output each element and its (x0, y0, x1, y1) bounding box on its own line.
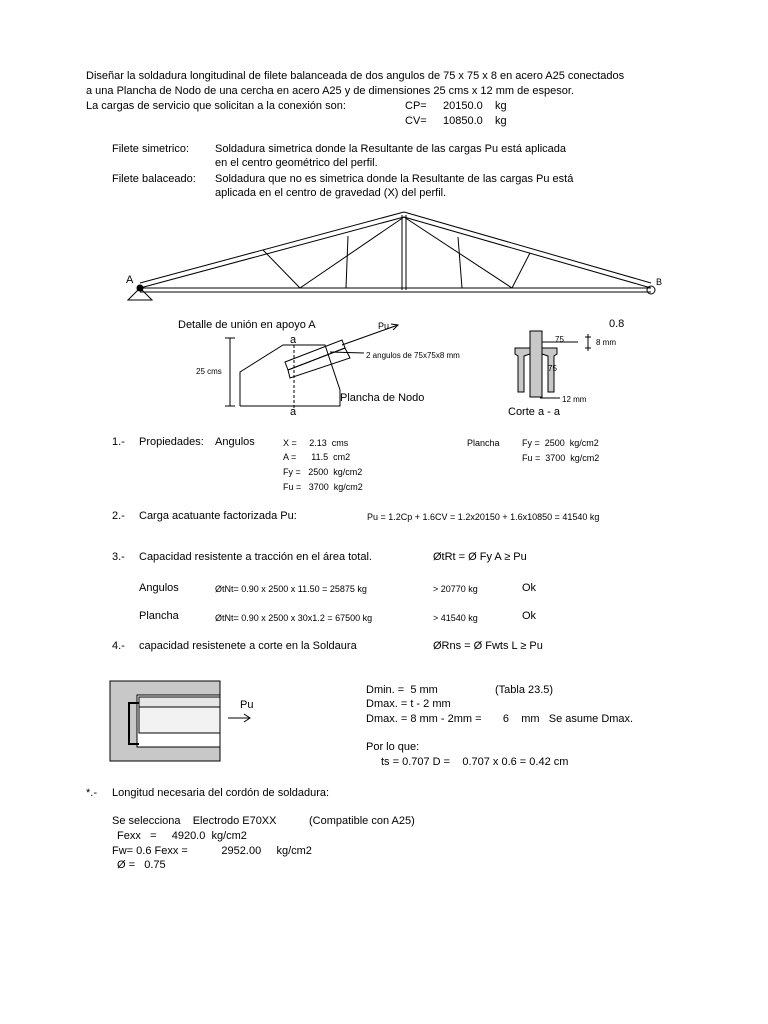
step5-num: *.- (86, 787, 97, 799)
intro-line-3: La cargas de servicio que solicitan a la conexión son: (86, 100, 346, 112)
step1-x: X = 2.13 cms (283, 438, 349, 448)
weld-sketch (110, 681, 250, 761)
detail-dim-75-side: 75 (548, 364, 557, 373)
detail-angles-label: 2 angulos de 75x75x8 mm (366, 351, 460, 360)
def-sim-label: Filete simetrico: (112, 143, 190, 155)
step3-ang-calc: ØtNt= 0.90 x 2500 x 11.50 = 25875 kg (215, 584, 367, 594)
step3-label: Capacidad resistente a tracción en el área total. (139, 551, 372, 563)
cv-label: CV= (405, 115, 427, 127)
def-bal-label: Filete balaceado: (112, 173, 196, 185)
def-bal-line-1: Soldadura que no es simetrica donde la Resultante de las cargas Pu está (215, 173, 574, 185)
detail-value-08: 0.8 (609, 318, 625, 330)
cp-unit: kg (495, 100, 507, 112)
step3-pl-calc: ØtNt= 0.90 x 2500 x 30x1.2 = 67500 kg (215, 613, 373, 623)
truss-label-b: B (656, 277, 663, 287)
step2-label: Carga acatuante factorizada Pu: (139, 510, 297, 522)
step5-phi: Ø = 0.75 (117, 859, 166, 871)
truss-label-a: A (126, 274, 134, 286)
step4-dmin: Dmin. = 5 mm (366, 684, 438, 696)
step3-num: 3.- (112, 551, 125, 563)
intro-line-1: Diseñar la soldadura longitudinal de filete balanceada de dos angulos de 75 x 75 x 8 en acero A25 conectados (86, 70, 625, 82)
step4-por-lo-que: Por lo que: (366, 741, 420, 753)
detail-section-label: Corte a - a (508, 406, 560, 418)
detail-dim-25: 25 cms (196, 367, 222, 376)
step1-sub: Angulos (215, 436, 255, 448)
step5-compat: (Compatible con A25) (309, 815, 415, 827)
step4-label: capacidad resistenete a corte en la Soldaura (139, 640, 357, 652)
step3-angulos: Angulos (139, 582, 179, 594)
detail-dim-8mm: 8 mm (596, 338, 616, 347)
step1-label: Propiedades: (139, 436, 204, 448)
def-sim-line-1: Soldadura simetrica donde la Resultante de las cargas Pu está aplicada (215, 143, 566, 155)
step5-fw: Fw= 0.6 Fexx = 2952.00 kg/cm2 (112, 845, 312, 857)
step3-pl-ok: Ok (522, 610, 537, 622)
step4-tabla: (Tabla 23.5) (495, 684, 554, 696)
step3-formula: ØtRt = Ø Fy A ≥ Pu (433, 551, 527, 563)
step4-dmax-1: Dmax. = t - 2 mm (366, 698, 451, 710)
detail-pu-label: Pu (378, 321, 390, 331)
detail-a-bottom: a (290, 406, 297, 418)
cv-unit: kg (495, 115, 507, 127)
step4-ts: ts = 0.707 D = 0.707 x 0.6 = 0.42 cm (381, 756, 569, 768)
step5-fexx: Fexx = 4920.0 kg/cm2 (117, 830, 247, 842)
step4-dmax-2: Dmax. = 8 mm - 2mm = 6 mm Se asume Dmax. (366, 713, 634, 725)
step1-fy: Fy = 2500 kg/cm2 (283, 467, 363, 477)
step5-label: Longitud necesaria del cordón de soldadura: (112, 787, 330, 799)
step1-pfu: Fu = 3700 kg/cm2 (522, 453, 600, 463)
detail-dim-12mm: 12 mm (562, 395, 587, 404)
def-bal-line-2: aplicada en el centro de gravedad (X) del perfil. (215, 187, 447, 199)
def-sim-line-2: en el centro geométrico del perfil. (215, 157, 378, 169)
detail-dim-75-top: 75 (555, 335, 564, 344)
step4-pu-label: Pu (240, 699, 254, 711)
detail-title: Detalle de unión en apoyo A (178, 319, 316, 331)
step2-num: 2.- (112, 510, 125, 522)
step5-sel: Se selecciona Electrodo E70XX (112, 815, 277, 827)
intro-line-2: a una Plancha de Nodo de una cercha en acero A25 y de dimensiones 25 cms x 12 mm de espesor. (86, 85, 574, 97)
step3-ang-cmp: > 20770 kg (433, 584, 478, 594)
truss-diagram (128, 212, 655, 300)
cp-value: 20150.0 (443, 100, 483, 112)
step1-fu: Fu = 3700 kg/cm2 (283, 482, 363, 492)
step1-pfy: Fy = 2500 kg/cm2 (522, 438, 599, 448)
cp-label: CP= (405, 100, 427, 112)
detail-plate-label: Plancha de Nodo (340, 392, 425, 404)
detail-a-top: a (290, 334, 297, 346)
step1-a: A = 11.5 cm2 (283, 452, 351, 462)
step1-plancha: Plancha (467, 438, 500, 448)
step3-ang-ok: Ok (522, 582, 537, 594)
step4-num: 4.- (112, 640, 125, 652)
cv-value: 10850.0 (443, 115, 483, 127)
step1-num: 1.- (112, 436, 125, 448)
step4-formula: ØRns = Ø Fwts L ≥ Pu (433, 640, 543, 652)
step2-formula: Pu = 1.2Cp + 1.6CV = 1.2x20150 + 1.6x10850 = 41540 kg (367, 512, 600, 522)
step3-pl-cmp: > 41540 kg (433, 613, 478, 623)
step3-plancha: Plancha (139, 610, 179, 622)
